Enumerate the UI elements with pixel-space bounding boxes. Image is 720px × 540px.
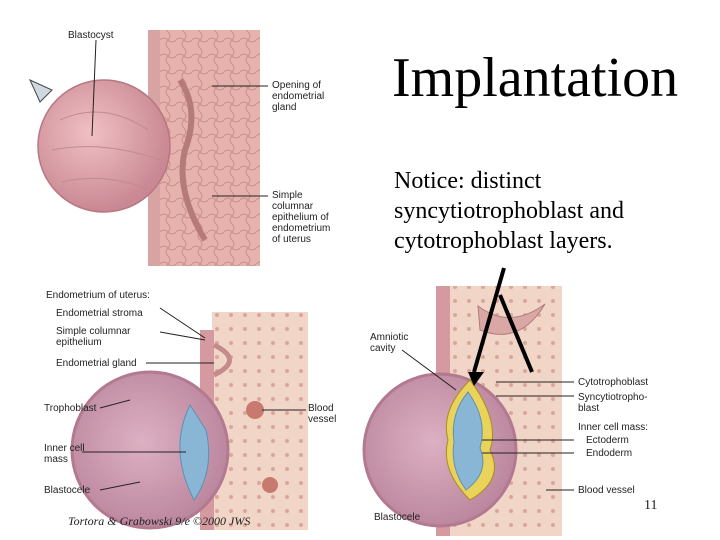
label-endometrial-stroma: Endometrial stroma [56,308,143,319]
right-blastocyst [364,374,516,526]
label-inner-cell-mass-right: Inner cell mass: [578,422,649,433]
arrow-marker-icon [30,80,52,102]
label-blastocyst: Blastocyst [68,30,114,41]
label-blastocele-left: Blastocele [44,485,91,496]
label-ectoderm: Ectoderm [586,435,629,446]
blastocyst-ball [38,80,170,212]
label-syncytiotrophoblast: Syncytiotropho- blast [578,392,648,414]
label-simple-epithelium: Simple columnar epithelium of endometrium of uterus [272,190,331,245]
label-endometrium-of-uterus: Endometrium of uterus: [46,290,150,301]
label-endoderm: Endoderm [586,448,633,459]
right-figure [364,268,574,536]
label-endometrial-gland: Endometrial gland [56,358,137,369]
label-inner-cell-mass: Inner cell mass [44,443,85,465]
slide-title: Implantation [392,47,679,109]
label-amniotic-cavity: Amniotic cavity [370,332,409,354]
left-blood-vessel-dot-2 [262,477,278,493]
label-cytotrophoblast: Cytotrophoblast [578,377,649,388]
page-number: 11 [644,498,658,513]
label-blood-vessel-right: Blood vessel [578,485,635,496]
label-trophoblast: Trophoblast [44,403,97,414]
notice-text: Notice: distinct syncytiotrophoblast and cytotrophoblast layers. [394,168,624,254]
label-blastocele-right: Blastocele [374,512,421,523]
left-blood-vessel-dot-1 [246,401,264,419]
label-simple-columnar: Simple columnar epithelium [56,326,131,348]
label-blood-vessel-left: Blood vessel [308,403,337,425]
figure-credit: Tortora & Grabowski 9/e ©2000 JWS [68,514,251,528]
top-figure [30,30,268,266]
left-stroma [212,312,308,530]
label-opening-gland: Opening of endometrial gland [272,80,325,113]
